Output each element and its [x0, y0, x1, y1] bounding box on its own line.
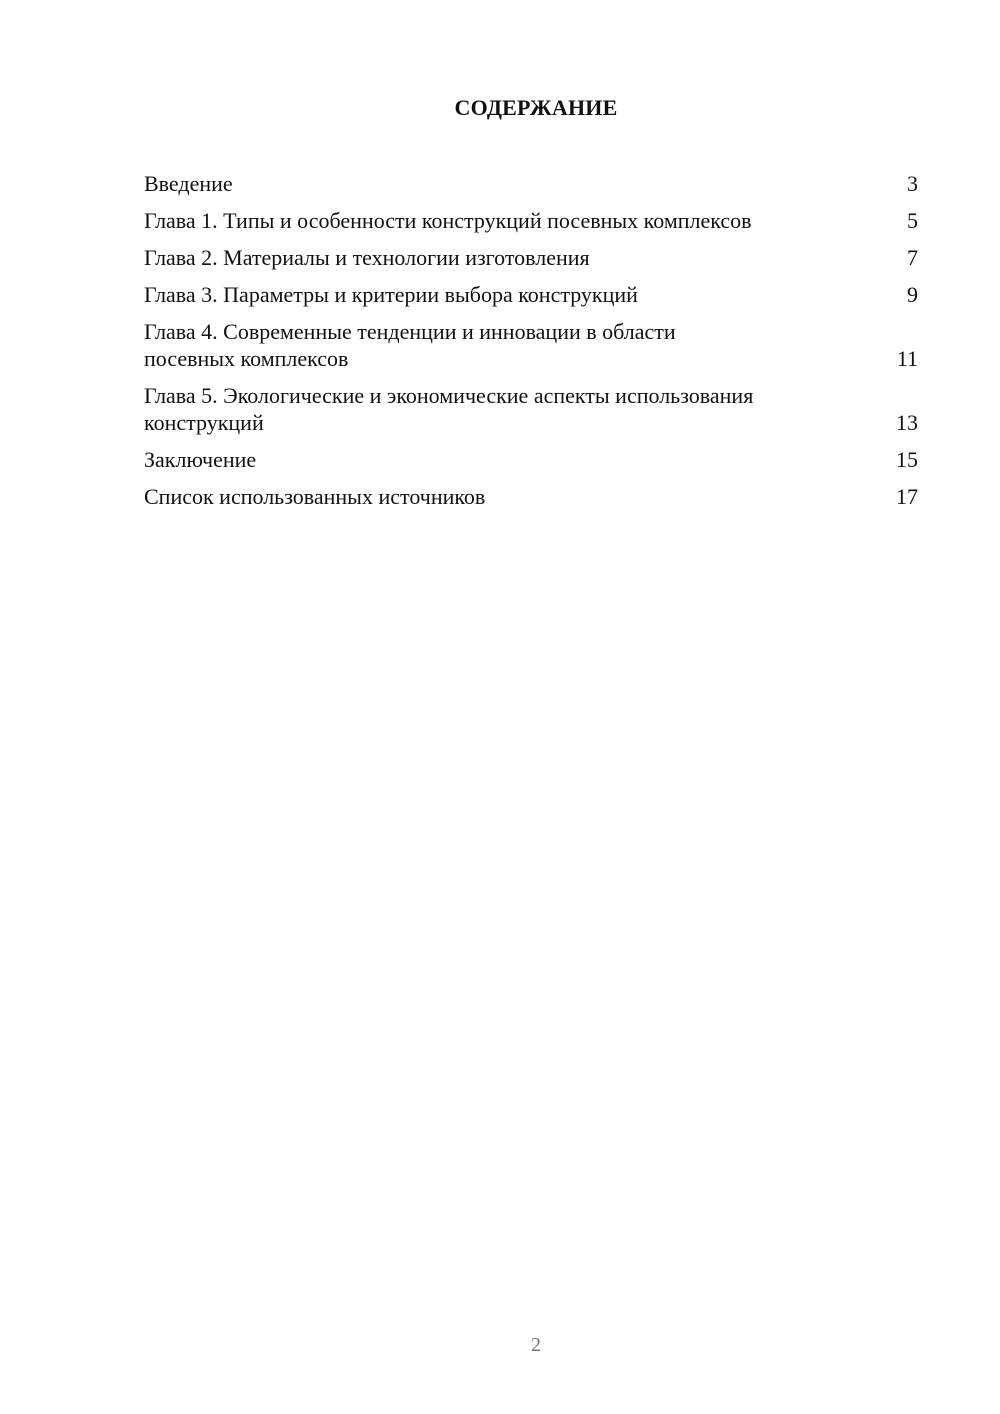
toc-entry-page: 13 [896, 410, 918, 435]
toc-entry-chapter-1[interactable] [144, 207, 918, 234]
toc-entry-page: 15 [896, 447, 918, 472]
toc-entry-label: Глава 1. Типы и особенности конструкций посевных комплексов [144, 208, 752, 233]
toc-entry-page: 11 [896, 346, 918, 371]
toc-entry-introduction[interactable] [144, 170, 918, 197]
toc-entry-page: 7 [907, 245, 918, 270]
toc-entry-conclusion[interactable] [144, 446, 918, 473]
toc-entry-label: Глава 2. Материалы и технологии изготовления [144, 245, 590, 270]
toc-entry-page: 5 [907, 208, 918, 233]
toc-heading: СОДЕРЖАНИЕ [454, 95, 618, 120]
toc-entry-chapter-4[interactable] [144, 318, 918, 372]
toc-entry-chapter-3[interactable] [144, 281, 918, 308]
toc-entry-page: 9 [907, 282, 918, 307]
page-number: 2 [531, 1334, 541, 1356]
toc-entry-chapter-2[interactable] [144, 244, 918, 271]
toc-entry-label: Список использованных источников [144, 484, 486, 509]
toc-entry-label: Глава 3. Параметры и критерии выбора конструкций [144, 282, 638, 307]
toc-entry-page: 17 [896, 484, 918, 509]
toc-entry-references[interactable] [144, 483, 918, 510]
toc-entry-label: Глава 5. Экологические и экономические аспекты использования конструкций [144, 383, 754, 435]
toc-entry-page: 3 [907, 171, 918, 196]
toc-entry-label: Глава 4. Современные тенденции и инновации в области посевных комплексов [144, 319, 676, 371]
toc-entry-label: Введение [144, 171, 233, 196]
table-of-contents [144, 170, 918, 520]
toc-entry-chapter-5[interactable] [144, 382, 918, 436]
toc-entry-label: Заключение [144, 447, 257, 472]
